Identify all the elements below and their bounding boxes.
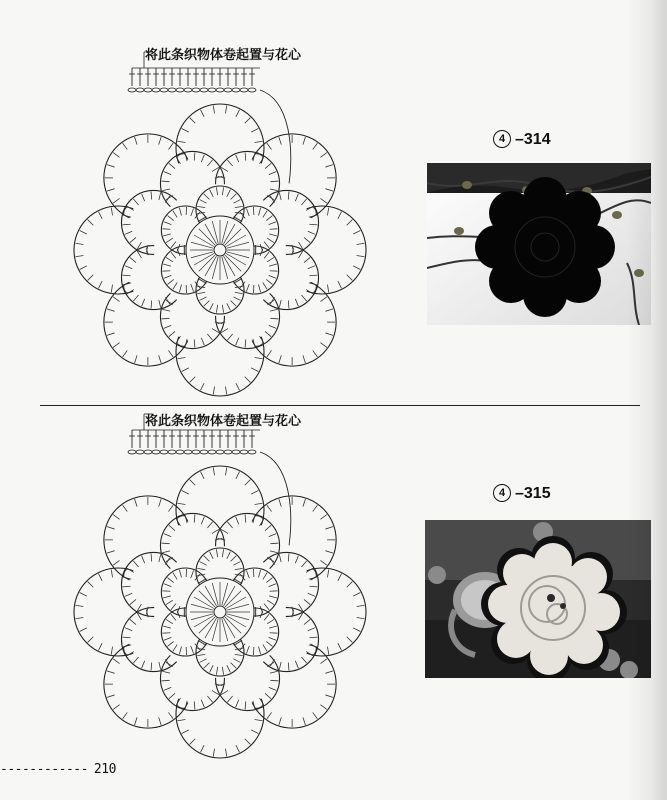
pattern-code-314 xyxy=(493,130,551,149)
crochet-chart-314 xyxy=(60,40,390,400)
pattern-code-suffix: –315 xyxy=(515,485,551,502)
instruction-label: 将此条织物体卷起置与花心 xyxy=(145,414,302,429)
page-footer xyxy=(0,762,116,777)
crochet-flower-diagram xyxy=(60,402,390,762)
flower-photo-black xyxy=(427,163,651,325)
pattern-section-315 xyxy=(0,408,667,768)
instruction-label: 将此条织物体卷起置与花心 xyxy=(145,48,302,63)
circled-number: 4 xyxy=(493,130,511,148)
pattern-code-suffix: –314 xyxy=(515,131,551,148)
pattern-code-315 xyxy=(493,484,551,503)
crochet-chart-315 xyxy=(60,402,390,762)
flower-ring-photo xyxy=(425,520,651,678)
circled-number: 4 xyxy=(493,484,511,502)
page-number: 210 xyxy=(93,762,116,777)
footer-dashes: ------------ xyxy=(0,762,88,777)
crochet-flower-diagram xyxy=(60,40,390,400)
